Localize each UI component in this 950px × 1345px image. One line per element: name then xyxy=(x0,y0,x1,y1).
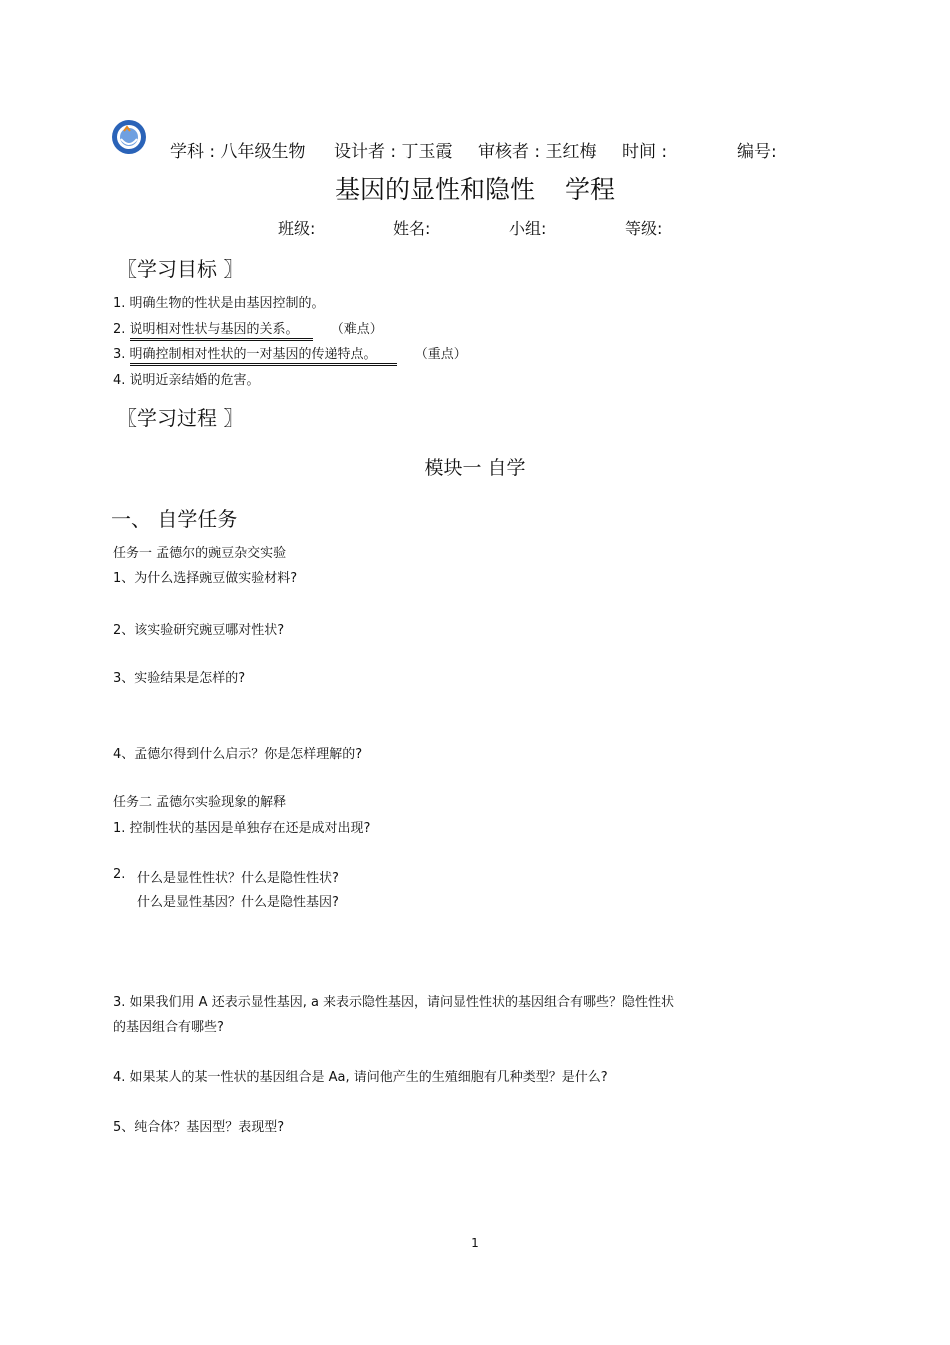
task1-question: 3、实验结果是怎样的? xyxy=(113,671,246,686)
task2-question: 什么是显性基因？什么是隐性基因? xyxy=(137,895,339,910)
title-main: 基因的显性和隐性 xyxy=(334,175,535,204)
task2-question: 1. 控制性状的基因是单独存在还是成对出现? xyxy=(113,821,371,836)
group-label: 小组: xyxy=(509,219,547,238)
task1-question: 1、为什么选择豌豆做实验材料? xyxy=(113,571,298,586)
task2-question: 什么是显性性状？什么是隐性性状? xyxy=(137,871,339,886)
designer-label: 设计者 : 丁玉霞 xyxy=(334,142,453,162)
task1-title: 任务一 孟德尔的豌豆杂交实验 xyxy=(113,546,287,561)
page-title xyxy=(0,170,950,206)
name-label: 姓名: xyxy=(393,219,431,238)
task2-question: 4. 如果某人的某一性状的基因组合是 Aa, 请问他产生的生殖细胞有几种类型？是什么? xyxy=(113,1070,608,1085)
module-title: 模块一 自学 xyxy=(424,457,526,479)
task2-question-num: 2. xyxy=(113,867,126,882)
task2-question: 5、纯合体？基因型？表现型? xyxy=(113,1120,285,1135)
title-suffix: 学程 xyxy=(565,175,616,204)
subject-label: 学科 : 八年级生物 xyxy=(170,142,306,162)
section-title: 一、 自学任务 xyxy=(111,507,238,531)
task1-question: 2、该实验研究豌豆哪对性状? xyxy=(113,623,285,638)
task2-question: 的基因组合有哪些? xyxy=(113,1020,224,1035)
goals-heading: 〖学习目标 〗 xyxy=(117,257,244,281)
number-label: 编号: xyxy=(737,142,777,162)
time-label: 时间 : xyxy=(622,142,668,162)
goal-item: 4. 说明近亲结婚的危害。 xyxy=(113,373,260,388)
page-number: 1 xyxy=(471,1236,479,1250)
goal-item: 2. 说明相对性状与基因的关系。 （难点） xyxy=(113,318,383,337)
task2-question: 3. 如果我们用 A 还表示显性基因, a 来表示隐性基因，请问显性性状的基因组合有哪些？隐性性状 xyxy=(113,995,675,1010)
goal-item: 3. 明确控制相对性状的一对基因的传递特点。 （重点） xyxy=(113,343,467,362)
school-logo xyxy=(111,119,147,155)
process-heading: 〖学习过程 〗 xyxy=(117,406,244,430)
grade-label: 等级: xyxy=(625,219,663,238)
goal-item: 1. 明确生物的性状是由基因控制的。 xyxy=(113,296,325,311)
task2-title: 任务二 孟德尔实验现象的解释 xyxy=(113,795,287,810)
task1-question: 4、孟德尔得到什么启示？你是怎样理解的? xyxy=(113,747,363,762)
reviewer-label: 审核者 : 王红梅 xyxy=(478,142,597,162)
class-label: 班级: xyxy=(278,219,316,238)
